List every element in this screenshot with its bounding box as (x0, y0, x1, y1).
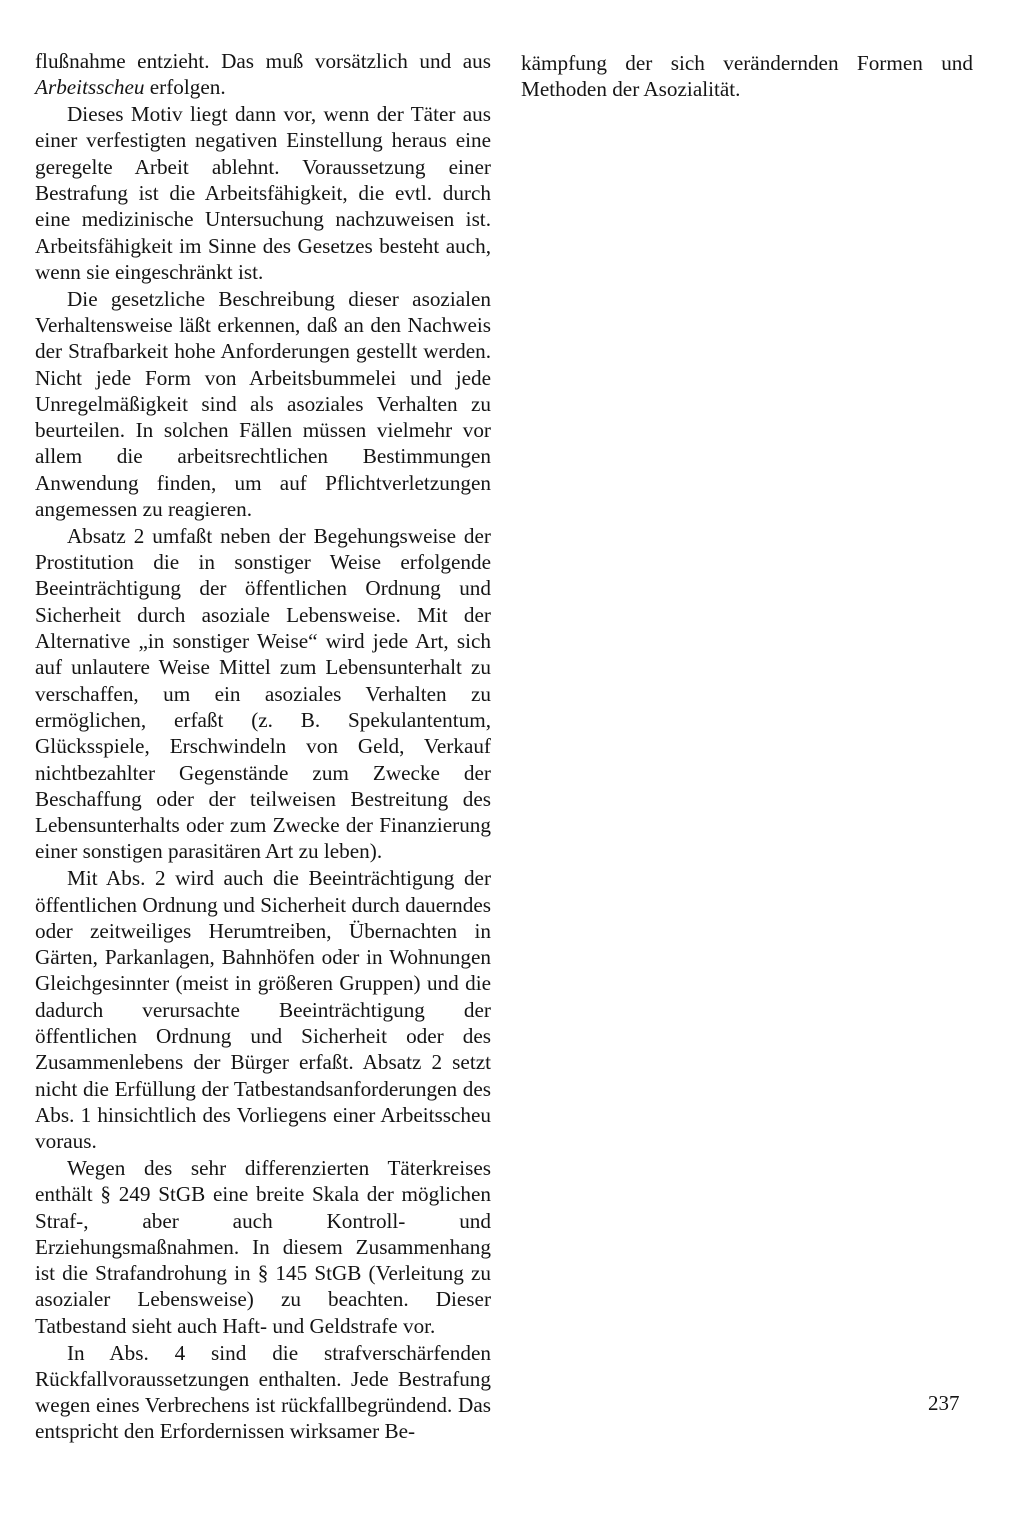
paragraph-text: flußnahme entzieht. Das muß vorsätzlich und aus (35, 49, 491, 73)
paragraph: Wegen des sehr differenzierten Täterkreises enthält § 249 StGB eine breite Skala der möglichen Straf-, aber auch Kontroll- und Erziehungsmaßnahmen. In diesem Zusammenhang ist die Strafandrohung in § 145 StGB (Verleitung zu asozialer Lebensweise) zu beachten. Dieser Tatbestand sieht auch Haft- und Geldstrafe vor. (35, 1155, 491, 1338)
paragraph: Absatz 2 umfaßt neben der Begehungsweise der Prostitution die in sonstiger Weise erfolgende Beeinträchtigung der öffentlichen Ordnung und Sicherheit durch asoziale Lebensweise. Mit der Alternative „in sonstiger Weise“ wird jede Art, sich auf unlautere Weise Mittel zum Lebensunterhalt zu verschaffen, um ein asoziales Verhalten zu ermöglichen, erfaßt (z. B. Spekulantentum, Glücksspiele, Erschwindeln von Geld, Verkauf nichtbezahlter Gegenstände zum Zwecke der Beschaffung oder der teilweisen Bestreitung des Lebensunterhalts oder zum Zwecke der Finanzierung einer sonstigen parasitären Art zu leben). (35, 523, 491, 864)
paragraph-continued (35, 48, 491, 101)
paragraph-text: erfolgen. (144, 75, 226, 100)
page-number: 237 (928, 1391, 960, 1415)
paragraph: Mit Abs. 2 wird auch die Beeinträchtigung der öffentlichen Ordnung und Sicherheit durch dauerndes oder zeitweiliges Herumtreiben, Übernachten in Gärten, Parkanlagen, Bahnhöfen oder in Wohnungen Gleichgesinnter (meist in größeren Gruppen) und die dadurch verursachte Beeinträchtigung der öffentlichen Ordnung und Sicherheit oder des Zusammenlebens der Bürger erfaßt. Absatz 2 setzt nicht die Erfüllung der Tatbestandsanforderungen des Abs. 1 hinsichtlich des Vorliegens einer Arbeitsscheu voraus. (35, 866, 491, 1154)
paragraph: Dieses Motiv liegt dann vor, wenn der Täter aus einer verfestigten negativen Einstellung heraus eine geregelte Arbeit ablehnt. Voraussetzung einer Bestrafung ist die Arbeitsfähigkeit, die evtl. durch eine medizinische Untersuchung nachzuweisen ist. Arbeitsfähigkeit im Sinne des Gesetzes besteht auch, wenn sie eingeschränkt ist. (35, 102, 491, 284)
paragraph: Die gesetzliche Beschreibung dieser asozialen Verhaltensweise läßt erkennen, daß an den Nachweis der Strafbarkeit hohe Anforderungen gestellt werden. Nicht jede Form von Arbeitsbummelei und jede Unregelmäßigkeit sind als asoziales Verhalten zu beurteilen. In solchen Fällen müssen vielmehr vor allem die arbeitsrechtlichen Bestimmungen Anwendung finden, um auf Pflichtverletzungen angemessen zu reagieren. (35, 286, 491, 522)
paragraph-continued: kämpfung der sich verändernden Formen und Methoden der Asozialität. (521, 51, 973, 102)
paragraph: In Abs. 4 sind die strafverschärfenden Rückfallvoraussetzungen enthalten. Jede Bestrafung wegen eines Verbrechens ist rückfallbegründend. Das entspricht den Erfordernissen wirksamer Be- (35, 1340, 491, 1444)
right-column (521, 50, 973, 103)
emphasis-term: Arbeitsscheu (35, 75, 145, 100)
left-column (35, 48, 491, 1445)
